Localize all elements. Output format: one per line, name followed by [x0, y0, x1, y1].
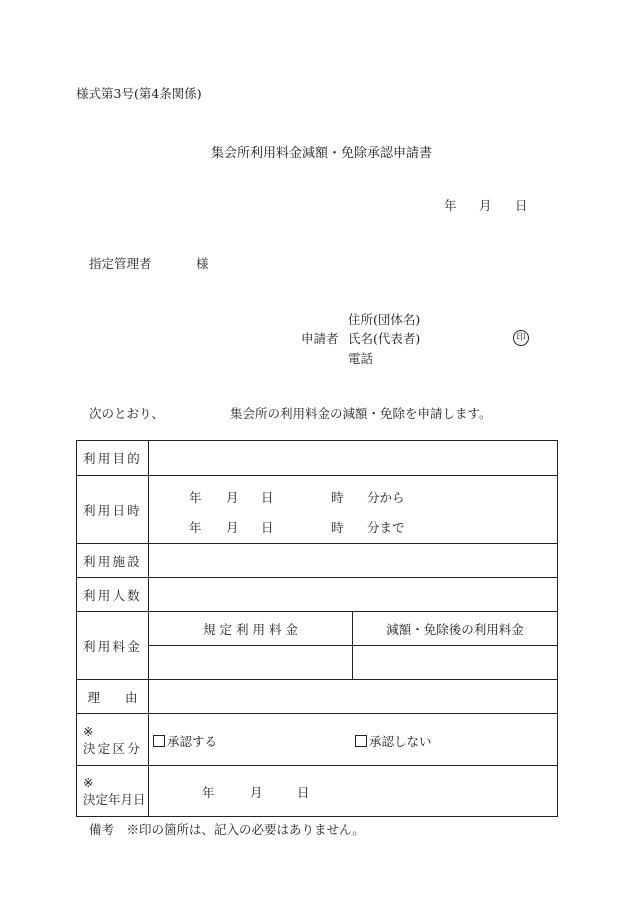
applicant-phone-label: 電話: [348, 351, 374, 366]
approve-label: 承認する: [167, 734, 218, 749]
people-field[interactable]: [149, 578, 558, 612]
decision-year: 年: [202, 785, 215, 800]
datetime-field[interactable]: [149, 476, 558, 544]
fee-col-reduced: 減額・免除後の利用料金: [353, 612, 558, 646]
people-label: 利用人数: [77, 578, 149, 612]
addressee-label: 指定管理者: [89, 256, 152, 271]
intro-prefix: 次のとおり、: [89, 406, 165, 421]
decision-date-label-cell: [77, 766, 149, 817]
from-year: 年: [189, 489, 202, 505]
to-hour: 時: [331, 519, 344, 535]
form-number: 様式第3号(第4条関係): [76, 86, 202, 101]
fee-header-row: [77, 612, 558, 646]
reason-row: [77, 680, 558, 714]
purpose-label: 利用目的: [77, 441, 149, 476]
decision-day: 日: [297, 785, 310, 800]
from-day: 日: [261, 489, 274, 505]
date-month: 月: [479, 198, 492, 213]
page-title: 集会所利用料金減額・免除承認申請書: [211, 146, 433, 161]
application-table: [76, 440, 558, 817]
to-day: 日: [261, 519, 274, 535]
fee-reduced-field[interactable]: [353, 646, 558, 680]
decision-field: [149, 714, 558, 766]
intro-text: 集会所の利用料金の減額・免除を申請します。: [230, 406, 492, 421]
fee-standard-field[interactable]: [149, 646, 353, 680]
facility-row: [77, 544, 558, 578]
to-year: 年: [189, 519, 202, 535]
decision-month: 月: [250, 785, 263, 800]
decision-date-field: [149, 766, 558, 817]
datetime-row: [77, 476, 558, 544]
fee-value-row: [77, 646, 558, 680]
decision-date-row: [77, 766, 558, 817]
decision-row: [77, 714, 558, 766]
date-year: 年: [444, 198, 457, 213]
addressee-honorific: 様: [196, 256, 209, 271]
reject-label: 承認しない: [369, 734, 432, 749]
applicant-name-label: 氏名(代表者): [348, 331, 421, 346]
decision-label: 決定区分: [83, 740, 143, 756]
decision-label-cell: [77, 714, 149, 766]
decision-date-mark: ※: [83, 775, 94, 790]
reject-checkbox[interactable]: [355, 735, 367, 747]
decision-mark: ※: [83, 723, 96, 739]
decision-date-label: 決定年月日: [83, 792, 146, 807]
reason-label: 理 由: [77, 680, 149, 714]
from-month: 月: [226, 489, 239, 505]
date-day: 日: [515, 198, 528, 213]
from-hour: 時: [331, 489, 344, 505]
datetime-to: [149, 510, 557, 540]
purpose-row: [77, 441, 558, 476]
fee-label: 利用料金: [77, 612, 149, 680]
reject-option[interactable]: [355, 732, 432, 750]
people-row: [77, 578, 558, 612]
approve-checkbox[interactable]: [153, 735, 165, 747]
applicant-role: 申請者: [301, 331, 339, 346]
purpose-field[interactable]: [149, 441, 558, 476]
footnote: 備考 ※印の箇所は、記入の必要はありません。: [89, 822, 365, 837]
seal-mark: 印: [513, 330, 529, 346]
to-minute: 分まで: [367, 519, 405, 535]
from-minute: 分から: [367, 489, 405, 505]
facility-label: 利用施設: [77, 544, 149, 578]
fee-col-standard: 規 定 利 用 料 金: [149, 612, 353, 646]
datetime-from: [149, 480, 557, 510]
reason-field[interactable]: [149, 680, 558, 714]
datetime-label: 利用日時: [77, 476, 149, 544]
approve-option[interactable]: [153, 732, 217, 750]
facility-field[interactable]: [149, 544, 558, 578]
to-month: 月: [226, 519, 239, 535]
applicant-address-label: 住所(団体名): [348, 312, 421, 327]
